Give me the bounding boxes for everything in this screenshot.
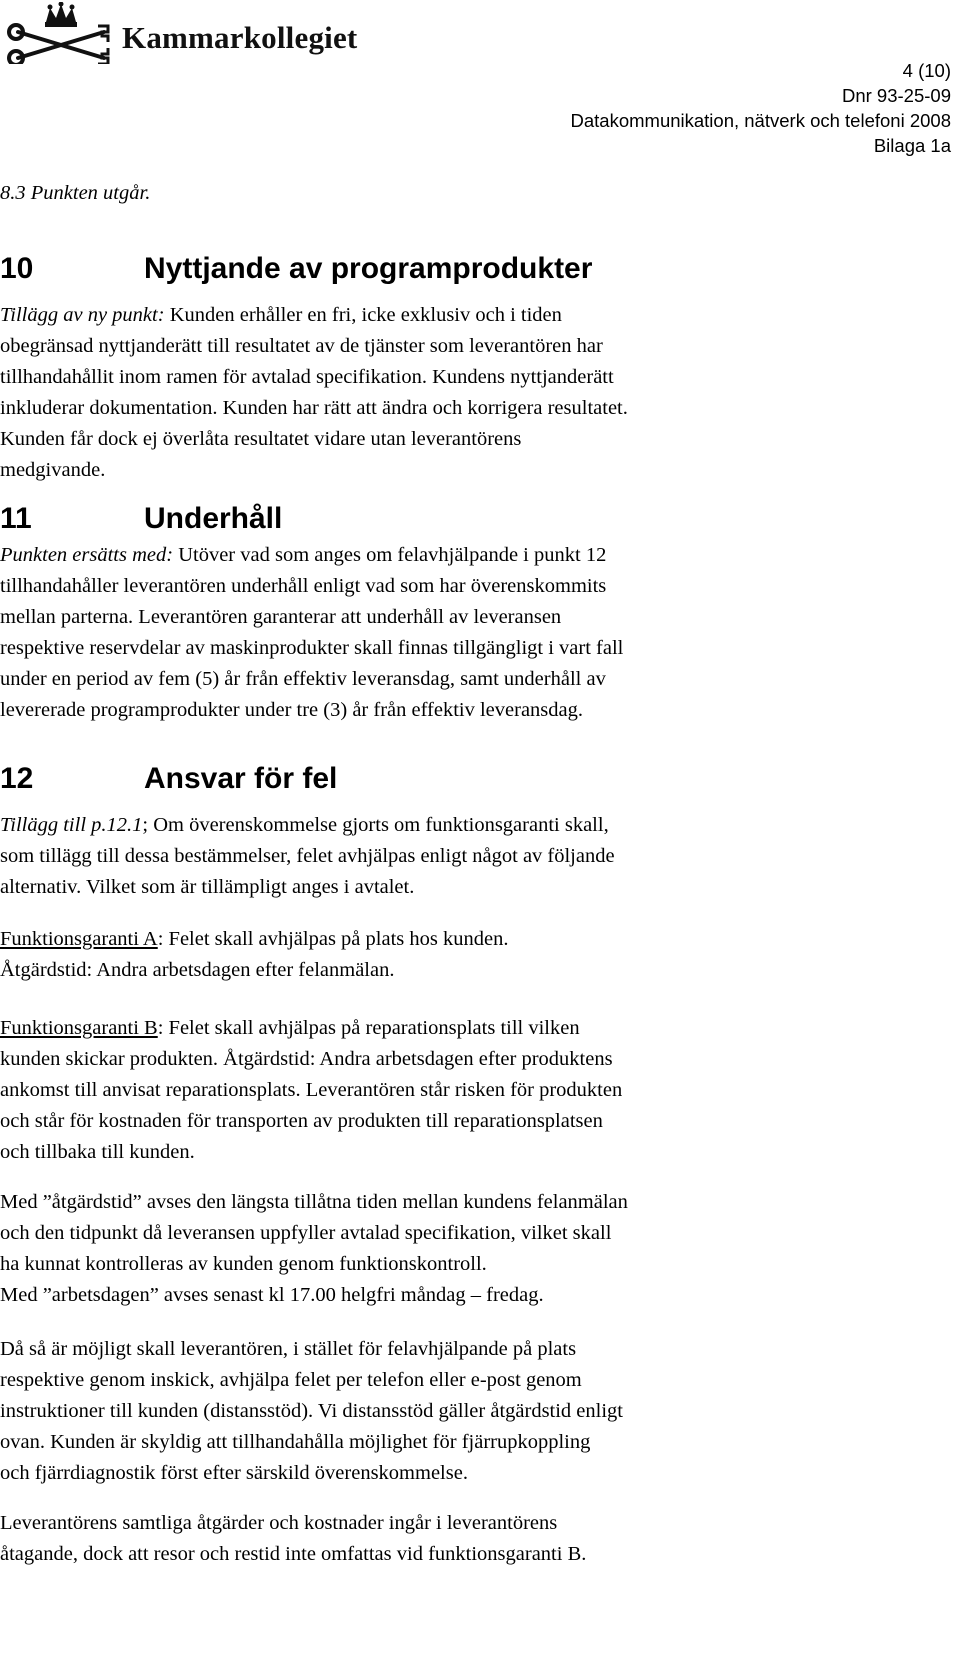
definitions-paragraph [0,1187,820,1311]
text-line: levererade programprodukter under tre (3) år från effektiv leveransdag. [0,699,584,721]
distance-support-paragraph [0,1334,820,1489]
kammarkollegiet-logo [6,2,366,64]
section-10-title: Nyttjande av programprodukter [144,252,593,285]
text-line: Funktionsgaranti B: Felet skall avhjälpas på reparationsplats till vilken [0,1017,580,1039]
section-11-number: 11 [0,502,32,535]
funktionsgaranti-b [0,1013,820,1168]
document-title: Datakommunikation, nätverk och telefoni 2008 [570,110,951,131]
text-line: respektive reservdelar av maskinprodukter skall finnas tillgängligt i vart fall [0,637,624,659]
page-number: 4 (10) [902,60,951,81]
costs-paragraph [0,1508,820,1570]
section-10-lead: Tillägg av ny punkt: [0,304,165,326]
text-line: under en period av fem (5) år från effektiv leveransdag, samt underhåll av [0,668,606,690]
text-line: Tillägg av ny punkt: Kunden erhåller en fri, icke exklusiv och i tiden [0,304,562,326]
text-line: och fjärrdiagnostik först efter särskild överenskommelse. [0,1462,468,1484]
text-line: Punkten ersätts med: Utöver vad som anges om felavhjälpande i punkt 12 [0,544,607,566]
text-line: instruktioner till kunden (distansstöd). Vi distansstöd gäller åtgärdstid enligt [0,1400,623,1422]
text-line: Med ”arbetsdagen” avses senast kl 17.00 helgfri måndag – fredag. [0,1284,544,1306]
text-line: mellan parterna. Leverantören garanterar att underhåll av leveransen [0,606,562,628]
text-line: åtagande, dock att resor och restid inte omfattas vid funktionsgaranti B. [0,1543,587,1565]
text-line: Åtgärdstid: Andra arbetsdagen efter felanmälan. [0,959,395,981]
text-line: som tillägg till dessa bestämmelser, felet avhjälpas enligt något av följande [0,845,615,867]
text-line: Funktionsgaranti A: Felet skall avhjälpas på plats hos kunden. [0,928,509,950]
text-line: och tillbaka till kunden. [0,1141,195,1163]
section-11-title: Underhåll [144,502,283,535]
funktionsgaranti-a-label: Funktionsgaranti A [0,928,158,950]
attachment-label: Bilaga 1a [873,135,951,156]
text-line: obegränsad nyttjanderätt till resultatet av de tjänster som leverantören har [0,335,603,357]
text-line: Då så är möjligt skall leverantören, i stället för felavhjälpande på plats [0,1338,577,1360]
text-line: och den tidpunkt då leveransen uppfyller avtalad specifikation, vilket skall [0,1222,612,1244]
section-12-intro [0,810,820,903]
section-12-title: Ansvar för fel [144,762,338,795]
text-line: och står för kostnaden för transporten av produkten till reparationsplatsen [0,1110,603,1132]
section-8-3: 8.3 Punkten utgår. [0,182,151,204]
text-line: Kunden får dock ej överlåta resultatet vidare utan leverantörens [0,428,522,450]
section-11-text [0,540,820,726]
section-10-number: 10 [0,252,34,285]
section-12-heading [0,762,337,796]
text-line: medgivande. [0,459,106,481]
section-10-text [0,300,820,486]
text-line: ovan. Kunden är skyldig att tillhandahålla möjlighet för fjärrupkoppling [0,1431,591,1453]
text-line: ankomst till anvisat reparationsplats. Leverantören står risken för produkten [0,1079,623,1101]
funktionsgaranti-b-label: Funktionsgaranti B [0,1017,158,1039]
text-line: inkluderar dokumentation. Kunden har rätt att ändra och korrigera resultatet. [0,397,628,419]
text-line: kunden skickar produkten. Åtgärdstid: Andra arbetsdagen efter produktens [0,1048,613,1070]
text-line: Leverantörens samtliga åtgärder och kostnader ingår i leverantörens [0,1512,558,1534]
text-line: alternativ. Vilket som är tillämpligt anges i avtalet. [0,876,415,898]
text-line: Med ”åtgärdstid” avses den längsta tillåtna tiden mellan kundens felanmälan [0,1191,628,1213]
text-line: tillhandahåller leverantören underhåll enligt vad som har överenskommits [0,575,607,597]
funktionsgaranti-a [0,924,820,986]
diary-number: Dnr 93-25-09 [841,85,951,106]
text-line: tillhandahållit inom ramen för avtalad specifikation. Kundens nyttjanderätt [0,366,614,388]
text-line: Tillägg till p.12.1; Om överenskommelse gjorts om funktionsgaranti skall, [0,814,609,836]
logo-text: Kammarkollegiet [122,20,358,55]
section-12-lead: Tillägg till p.12.1 [0,814,143,836]
section-11-heading [0,502,282,536]
crown-keys-emblem-icon [6,2,116,64]
text-line: respektive genom inskick, avhjälpa felet per telefon eller e-post genom [0,1369,582,1391]
section-12-number: 12 [0,762,34,795]
section-10-heading [0,252,592,286]
document-header [571,58,952,158]
text-line: ha kunnat kontrolleras av kunden genom funktionskontroll. [0,1253,487,1275]
section-11-lead: Punkten ersätts med: [0,544,174,566]
